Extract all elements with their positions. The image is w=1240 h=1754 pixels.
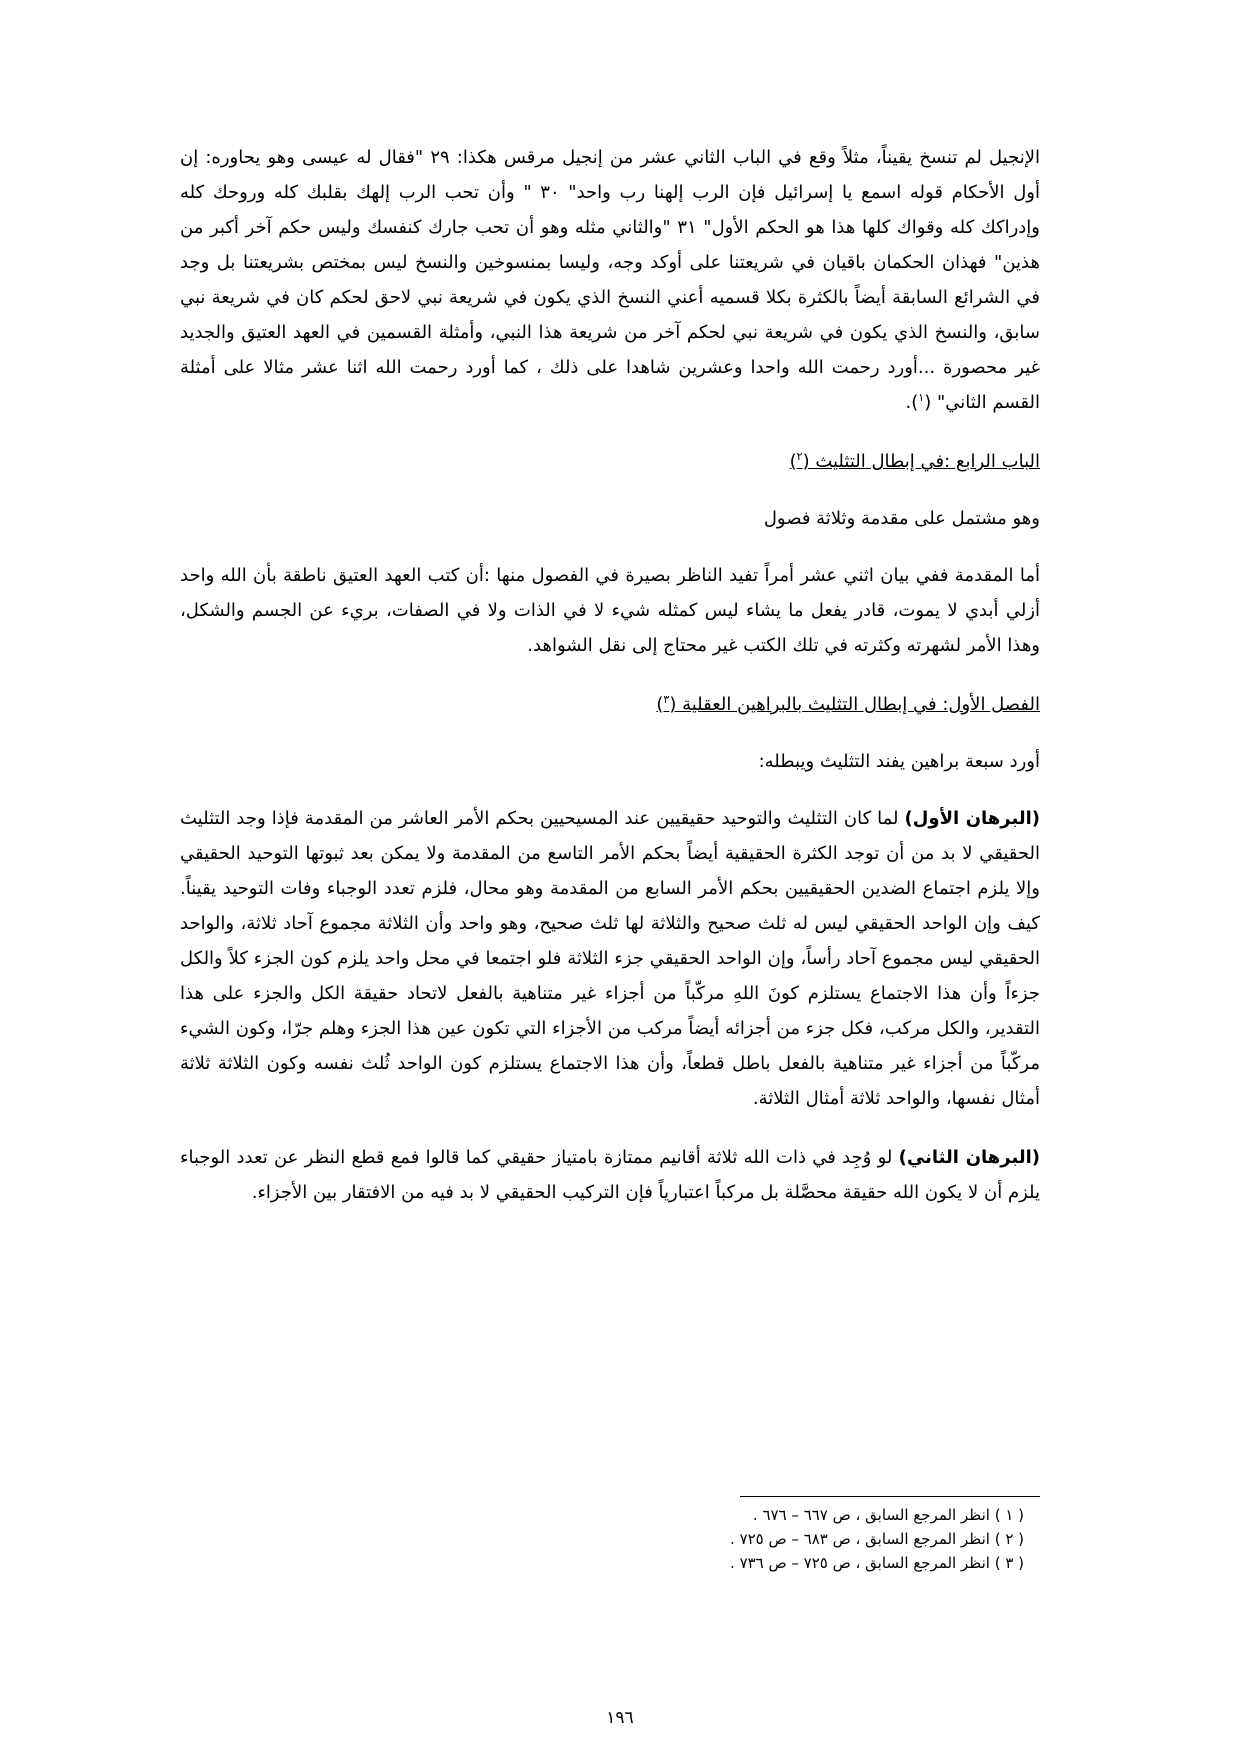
paragraph-end: ). bbox=[905, 392, 919, 413]
section-heading bbox=[180, 687, 1040, 722]
footnote-number: ٣ bbox=[1005, 1554, 1014, 1572]
section-heading-end: ) bbox=[656, 694, 664, 715]
section-intro: أورد سبعة براهين يفند التثليث ويبطله: bbox=[758, 751, 1040, 772]
footnote-number: ٢ bbox=[1005, 1530, 1014, 1548]
proof-2-label: (البرهان الثاني) bbox=[898, 1147, 1040, 1168]
page-body bbox=[180, 140, 1040, 1234]
paragraph-proof-1 bbox=[180, 801, 1040, 1116]
paragraph-proof-2 bbox=[180, 1140, 1040, 1210]
chapter-heading-end: ) bbox=[789, 451, 797, 472]
chapter-heading bbox=[180, 444, 1040, 479]
section-heading-text: الفصل الأول: في إبطال التثليث بالبراهين العقلية ( bbox=[669, 694, 1040, 715]
paragraph-introduction: أما المقدمة ففي بيان اثني عشر أمراً تفيد الناظر بصيرة في الفصول منها :أن كتب العهد العتيق ناطقة بأن الله واحد أزلي أبدي لا يموت، قادر يفعل ما يشاء ليس كمثله شيء لا في الذات ولا في الصفات، بريء عن الجسم والشكل، وهذا الأمر لشهرته وكثرته في تلك الكتب غير محتاج إلى نقل الشواهد. bbox=[180, 565, 1040, 656]
footnote-ref-3[interactable]: ٣ bbox=[663, 693, 670, 706]
proof-1-label: (البرهان الأول) bbox=[904, 808, 1040, 829]
footnote-number: ١ bbox=[1005, 1506, 1014, 1524]
footnote-text: انظر المرجع السابق ، ص ٦٦٧ – ٦٧٦ . bbox=[752, 1506, 990, 1524]
footnote-2: ( ٢ ) انظر المرجع السابق ، ص ٦٨٣ – ص ٧٢٥ . bbox=[730, 1530, 1024, 1548]
proof-2-text: لو وُجِد في ذات الله ثلاثة أقانيم ممتازة بامتياز حقيقي كما قالوا فمع قطع النظر عن تعدد الوجباء يلزم أن لا يكون الله حقيقة محصَّلة بل مركباً اعتبارياً فإن التركيب الحقيقي لا بد فيه من الافتقار بين الأجزاء. bbox=[180, 1147, 1040, 1203]
footnote-ref-1[interactable]: ١ bbox=[918, 391, 925, 404]
footnote-3: ( ٣ ) انظر المرجع السابق ، ص ٧٢٥ – ص ٧٣٦ . bbox=[730, 1554, 1024, 1572]
proof-1-text: لما كان التثليث والتوحيد حقيقيين عند المسيحيين بحكم الأمر العاشر من المقدمة فإذا وجد التثليث الحقيقي لا بد من أن توجد الكثرة الحقيقية أيضاً بحكم الأمر التاسع من المقدمة ولا يمكن بعد ثبوتها التوحيد الحقيقي وإلا يلزم اجتماع الضدين الحقيقيين بحكم الأمر السابع من المقدمة وهو محال، فلزم تعدد الوجباء وفات التوحيد يقيناً. كيف وإن الواحد الحقيقي ليس له ثلث صحيح والثلاثة لها ثلث صحيح، وهو واحد وأن الثلاثة مجموع آحاد ثلاثة، والواحد الحقيقي ليس مجموع آحاد رأساً، وإن الواحد الحقيقي جزء الثلاثة فلو اجتمعا في محل واحد يلزم كون الجزء كلاً والكل جزءاً وأن هذا الاجتماع يستلزم كونَ اللهِ مركّباً من أجزاء غير متناهية بالفعل لاتحاد حقيقة الكل والجزء على هذا التقدير، والكل مركب، فكل جزء من أجزائه أيضاً مركب من الأجزاء التي تكون عين هذا الجزء وهلم جرّا، وكون الشيء مركّباً من أجزاء غير متناهية بالفعل باطل قطعاً، وأن هذا الاجتماع يستلزم كون الواحد ثُلث نفسه وكون الثلاثة ثلاثة أمثال نفسها، والواحد ثلاثة أمثال الثلاثة. bbox=[180, 808, 1040, 1109]
footnote-text: انظر المرجع السابق ، ص ٦٨٣ – ص ٧٢٥ . bbox=[730, 1530, 990, 1548]
chapter-intro: وهو مشتمل على مقدمة وثلاثة فصول bbox=[763, 508, 1040, 529]
page-number: ١٩٦ bbox=[606, 1708, 634, 1728]
footnote-divider bbox=[740, 1496, 1040, 1497]
footnotes bbox=[180, 1496, 1040, 1575]
footnote-text: انظر المرجع السابق ، ص ٧٢٥ – ص ٧٣٦ . bbox=[730, 1554, 990, 1572]
footnote-ref-2[interactable]: ٢ bbox=[796, 450, 803, 463]
paragraph-gospel-quote bbox=[180, 140, 1040, 420]
chapter-heading-text: الباب الرابع :في إبطال التثليث ( bbox=[802, 451, 1040, 472]
footnote-1: ( ١ ) انظر المرجع السابق ، ص ٦٦٧ – ٦٧٦ . bbox=[752, 1506, 1024, 1524]
paragraph-text: الإنجيل لم تنسخ يقيناً، مثلاً وقع في الباب الثاني عشر من إنجيل مرقس هكذا: ٢٩ "فقال له عيسى وهو يحاوره: إن أول الأحكام قوله اسمع يا إسرائيل فإن الرب إلهنا رب واحد" ٣٠ " وأن تحب الرب إلهك بقلبك كله وروحك كله وإدراكك كله وقواك كلها هذا هو الحكم الأول" ٣١ "والثاني مثله وهو أن تحب جارك كنفسك وليس حكم آخر أكبر من هذين" فهذان الحكمان باقيان في شريعتنا على أوكد وجه، وليسا بمنسوخين والنسخ ليس بمختص بشريعتنا بل وجد في الشرائع السابقة أيضاً بالكثرة بكلا قسميه أعني النسخ الذي يكون في شريعة نبي لاحق لحكم كان في شريعة نبي سابق، والنسخ الذي يكون في شريعة نبي لحكم آخر من شريعة هذا النبي، وأمثلة القسمين في العهد العتيق والجديد غير محصورة ...أورد رحمت الله واحدا وعشرين شاهدا على ذلك ، كما أورد رحمت الله اثنا عشر مثالا على أمثلة القسم الثاني" ( bbox=[180, 147, 1041, 413]
